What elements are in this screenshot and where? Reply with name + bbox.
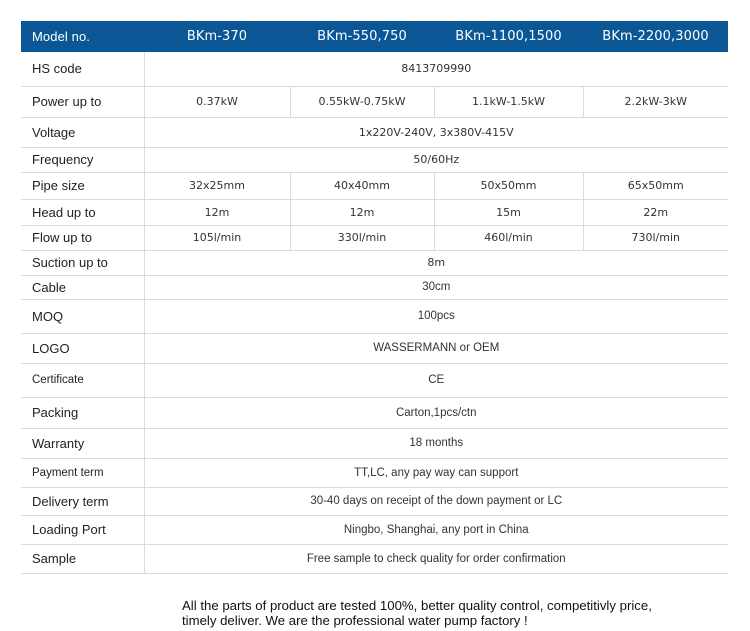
row-label: Suction up to (21, 250, 144, 275)
row-value: Ningbo, Shanghai, any port in China (343, 523, 529, 536)
row-label: Voltage (21, 117, 144, 147)
row-value: 50x50mm (434, 172, 583, 199)
row-value: 8m (427, 256, 446, 269)
row-value: 100pcs (417, 310, 455, 322)
row-value: CE (428, 374, 445, 386)
row-value: 15m (434, 199, 583, 225)
row-label: Head up to (21, 199, 144, 225)
row-value: 12m (204, 205, 230, 219)
row-value: TT,LC, any pay way can support (354, 466, 519, 479)
row-value: 0.55kW-0.75kW (290, 86, 434, 117)
footer-note (182, 598, 747, 628)
row-value: 460l/min (434, 225, 583, 250)
row-value: 330l/min (290, 225, 434, 250)
row-warranty (21, 428, 728, 458)
header-model-2: BKm-550,750 (317, 29, 407, 44)
row-power (21, 86, 728, 117)
row-value: 0.37kW (196, 95, 238, 108)
row-value: 1.1kW-1.5kW (434, 86, 583, 117)
row-value: 730l/min (583, 225, 728, 250)
row-value: 18 months (409, 437, 464, 449)
row-loading-port (21, 515, 728, 544)
row-value: 2.2kW-3kW (583, 86, 728, 117)
row-head (21, 199, 728, 225)
header-model-1: BKm-370 (186, 29, 248, 44)
row-value: 1x220V-240V, 3x380V-415V (358, 125, 514, 139)
row-delivery-term (21, 487, 728, 515)
row-voltage (21, 117, 728, 147)
row-packing (21, 397, 728, 428)
header-model-3: BKm-1100,1500 (455, 29, 562, 44)
row-hs-code (21, 52, 728, 86)
row-value: Carton,1pcs/ctn (395, 406, 477, 419)
row-moq (21, 299, 728, 333)
row-value: WASSERMANN or OEM (373, 342, 500, 354)
row-value: 105l/min (192, 231, 242, 244)
row-flow (21, 225, 728, 250)
row-value: 30cm (422, 281, 451, 293)
row-value: 30-40 days on receipt of the down payment or LC (310, 495, 563, 507)
row-label: Cable (21, 275, 144, 299)
row-value: 50/60Hz (413, 153, 460, 166)
row-value: 12m (290, 199, 434, 225)
header-model-label: Model no. (32, 29, 90, 44)
row-certificate (21, 363, 728, 397)
row-label: Sample (21, 544, 144, 573)
row-value: 8413709990 (401, 62, 472, 76)
row-label: MOQ (21, 299, 144, 333)
row-value: 32x25mm (189, 179, 245, 192)
row-label: Pipe size (21, 172, 144, 199)
footer-line-1: All the parts of product are tested 100%, better quality control, competitivly price, (182, 598, 652, 613)
row-label: Loading Port (21, 515, 144, 544)
row-frequency (21, 147, 728, 172)
row-cable (21, 275, 728, 299)
row-value: 40x40mm (290, 172, 434, 199)
row-label: Power up to (21, 86, 144, 117)
header-model-4: BKm-2200,3000 (602, 29, 709, 44)
row-label: Warranty (21, 428, 144, 458)
footer-line-2: timely deliver. We are the professional water pump factory ! (182, 613, 528, 628)
header-row (21, 21, 728, 52)
row-logo (21, 333, 728, 363)
row-pipe-size (21, 172, 728, 199)
row-label: Frequency (21, 147, 144, 172)
row-label: Delivery term (21, 487, 144, 515)
row-sample (21, 544, 728, 573)
row-label: LOGO (21, 333, 144, 363)
row-label: Certificate (21, 363, 144, 397)
row-label: Flow up to (21, 225, 144, 250)
row-value: 22m (583, 199, 728, 225)
row-label: HS code (21, 52, 144, 86)
row-value: 65x50mm (583, 172, 728, 199)
row-label: Packing (21, 397, 144, 428)
row-label: Payment term (21, 458, 144, 487)
row-suction (21, 250, 728, 275)
spec-table (21, 21, 728, 574)
row-payment-term (21, 458, 728, 487)
row-value: Free sample to check quality for order confirmation (306, 552, 566, 565)
